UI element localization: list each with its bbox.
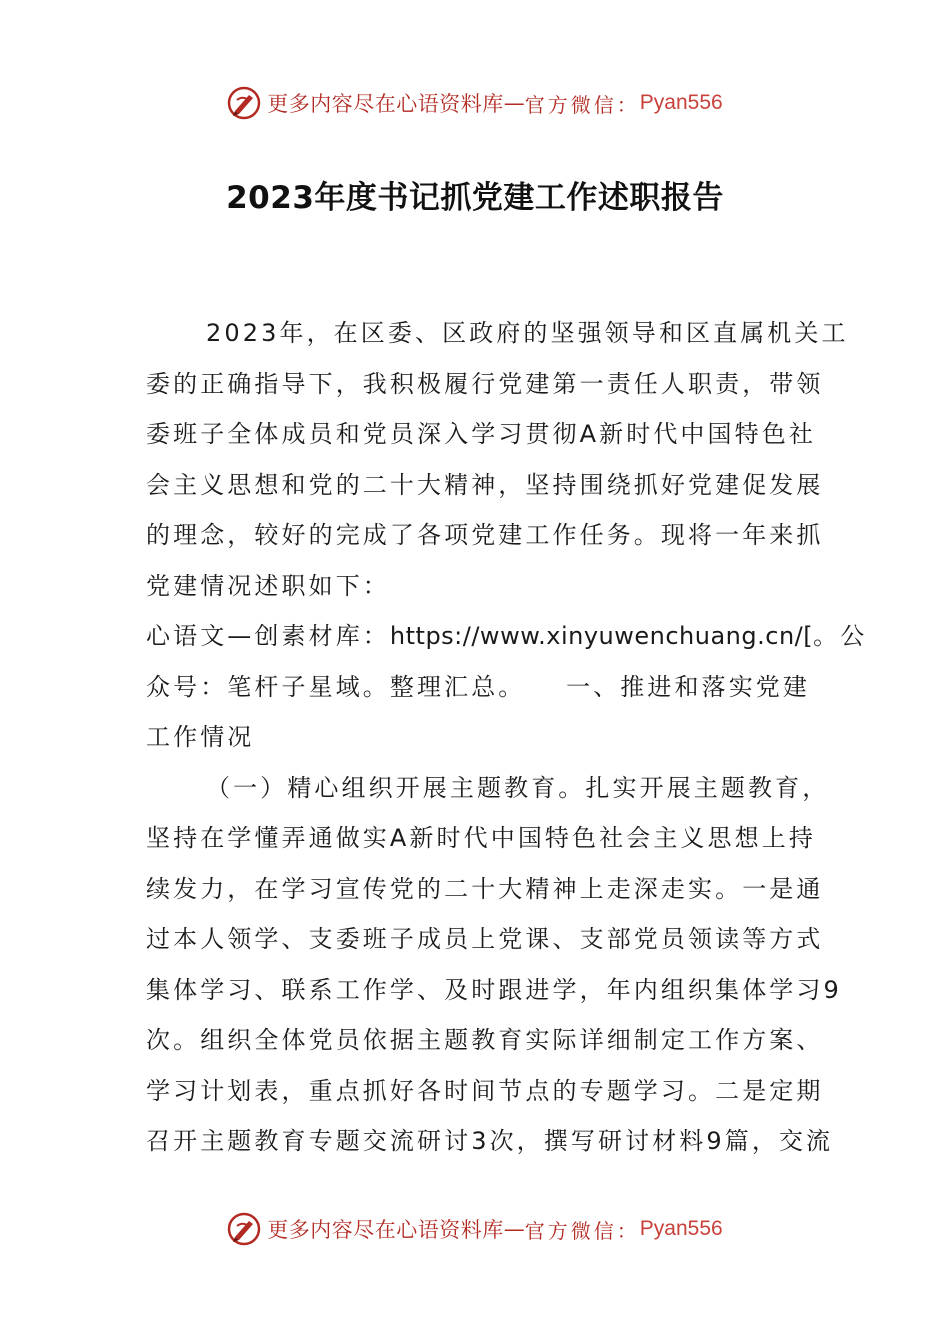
pen-logo-icon bbox=[227, 1212, 261, 1246]
paragraph-line: 2023年，在区委、区政府的坚强领导和区直属机关工 bbox=[206, 319, 849, 347]
paragraph-line: 集体学习、联系工作学、及时跟进学，年内组织集体学习9 bbox=[146, 975, 842, 1004]
banner-wechat-label: 官方微信： bbox=[524, 1218, 640, 1243]
banner-wechat-id: Pyan556 bbox=[639, 91, 723, 114]
banner-dash: — bbox=[503, 1217, 525, 1241]
footer-banner bbox=[0, 1209, 950, 1249]
header-banner bbox=[0, 83, 950, 123]
paragraph-line: 党建情况述职如下： bbox=[146, 571, 390, 600]
source-suffix: 。公 bbox=[813, 622, 868, 650]
paragraph-line: （一）精心组织开展主题教育。扎实开展主题教育， bbox=[206, 773, 830, 802]
source-line bbox=[146, 611, 868, 662]
pen-logo-icon bbox=[227, 86, 261, 120]
source-url-link[interactable]: https://www.xinyuwenchuang.cn/[ bbox=[389, 622, 814, 650]
paragraph-line: 委的正确指导下，我积极履行党建第一责任人职责，带领 bbox=[146, 369, 824, 398]
paragraph-line: 学习计划表，重点抓好各时间节点的专题学习。二是定期 bbox=[146, 1076, 824, 1105]
banner-slogan: 更多内容尽在心语资料库 bbox=[267, 1218, 504, 1242]
document-body bbox=[146, 308, 868, 1167]
paragraph-line: 召开主题教育专题交流研讨3次，撰写研讨材料9篇，交流 bbox=[146, 1127, 834, 1155]
paragraph-line: 会主义思想和党的二十大精神，坚持围绕抓好党建促发展 bbox=[146, 470, 824, 499]
paragraph-line: 委班子全体成员和党员深入学习贯彻A新时代中国特色社 bbox=[146, 420, 816, 448]
paragraph-line: 续发力，在学习宣传党的二十大精神上走深走实。一是通 bbox=[146, 874, 824, 903]
public-account-note: 众号：笔杆子星域。整理汇总。 bbox=[146, 672, 526, 701]
document-title: 2023年度书记抓党建工作述职报告 bbox=[226, 180, 724, 216]
paragraph-line: 坚持在学懂弄通做实A新时代中国特色社会主义思想上持 bbox=[146, 824, 816, 852]
banner-wechat-label: 官方微信： bbox=[524, 92, 640, 117]
section-heading-1: 一、推进和落实党建 bbox=[566, 672, 810, 701]
paragraph-line: 次。组织全体党员依据主题教育实际详细制定工作方案、 bbox=[146, 1026, 824, 1054]
source-prefix: 心语文—创素材库： bbox=[146, 622, 390, 650]
section-heading-tail: 工作情况 bbox=[146, 723, 255, 751]
paragraph-line: 的理念，较好的完成了各项党建工作任务。现将一年来抓 bbox=[146, 521, 824, 549]
banner-dash: — bbox=[503, 91, 525, 115]
banner-slogan: 更多内容尽在心语资料库 bbox=[267, 92, 504, 116]
banner-wechat-id: Pyan556 bbox=[639, 1217, 723, 1240]
source-line-2 bbox=[146, 662, 810, 713]
paragraph-line: 过本人领学、支委班子成员上党课、支部党员领读等方式 bbox=[146, 925, 824, 953]
